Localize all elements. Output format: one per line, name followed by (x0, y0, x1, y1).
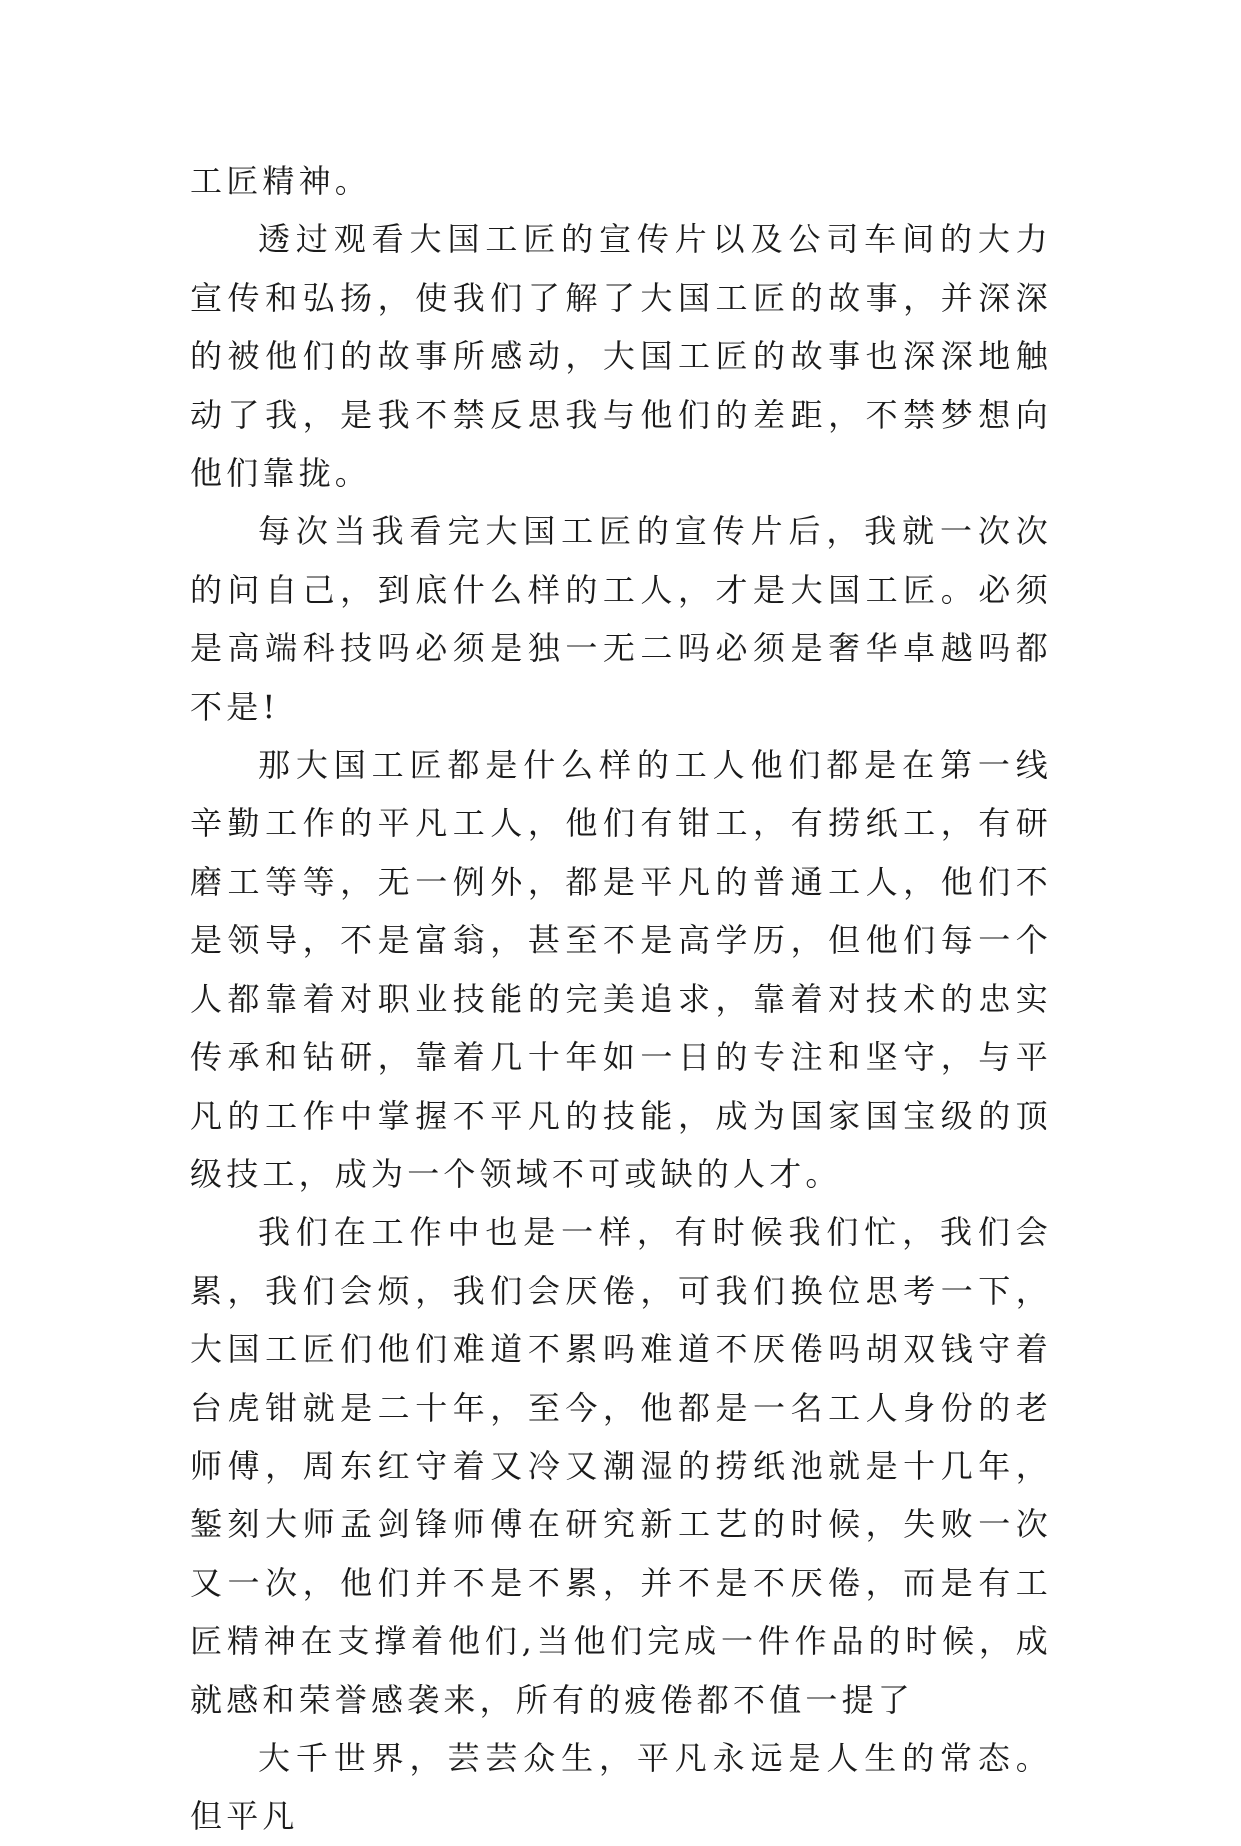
paragraph-5: 我们在工作中也是一样，有时候我们忙，我们会累，我们会烦，我们会厌倦，可我们换位思考一下，大国工匠们他们难道不累吗难道不厌倦吗胡双钱守着台虎钳就是二十年，至今，他都是一名工人身份的老师傅，周东红守着又冷又潮湿的捞纸池就是十几年，錾刻大师孟剑锋师傅在研究新工艺的时候，失败一次又一次，他们并不是不累，并不是不厌倦，而是有工匠精神在支撑着他们,当他们完成一件作品的时候，成就感和荣誉感袭来，所有的疲倦都不值一提了 (190, 1213, 1052, 1719)
paragraph-4: 那大国工匠都是什么样的工人他们都是在第一线辛勤工作的平凡工人，他们有钳工，有捞纸工，有研磨工等等，无一例外，都是平凡的普通工人，他们不是领导，不是富翁，甚至不是高学历，但他们每一个人都靠着对职业技能的完美追求，靠着对技术的忠实传承和钻研，靠着几十年如一日的专注和坚守，与平凡的工作中掌握不平凡的技能，成为国家国宝级的顶级技工，成为一个领域不可或缺的人才。 (190, 746, 1052, 1193)
paragraph-3: 每次当我看完大国工匠的宣传片后，我就一次次的问自己，到底什么样的工人，才是大国工匠。必须是高端科技吗必须是独一无二吗必须是奢华卓越吗都不是! (190, 512, 1052, 726)
paragraph-2: 透过观看大国工匠的宣传片以及公司车间的大力宣传和弘扬，使我们了解了大国工匠的故事，并深深的被他们的故事所感动，大国工匠的故事也深深地触动了我，是我不禁反思我与他们的差距，不禁梦想向他们靠拢。 (190, 220, 1052, 493)
document-body (190, 152, 1052, 1846)
paragraph-1: 工匠精神。 (190, 162, 372, 200)
paragraph-6: 大千世界，芸芸众生，平凡永远是人生的常态。但平凡 (190, 1738, 1052, 1836)
